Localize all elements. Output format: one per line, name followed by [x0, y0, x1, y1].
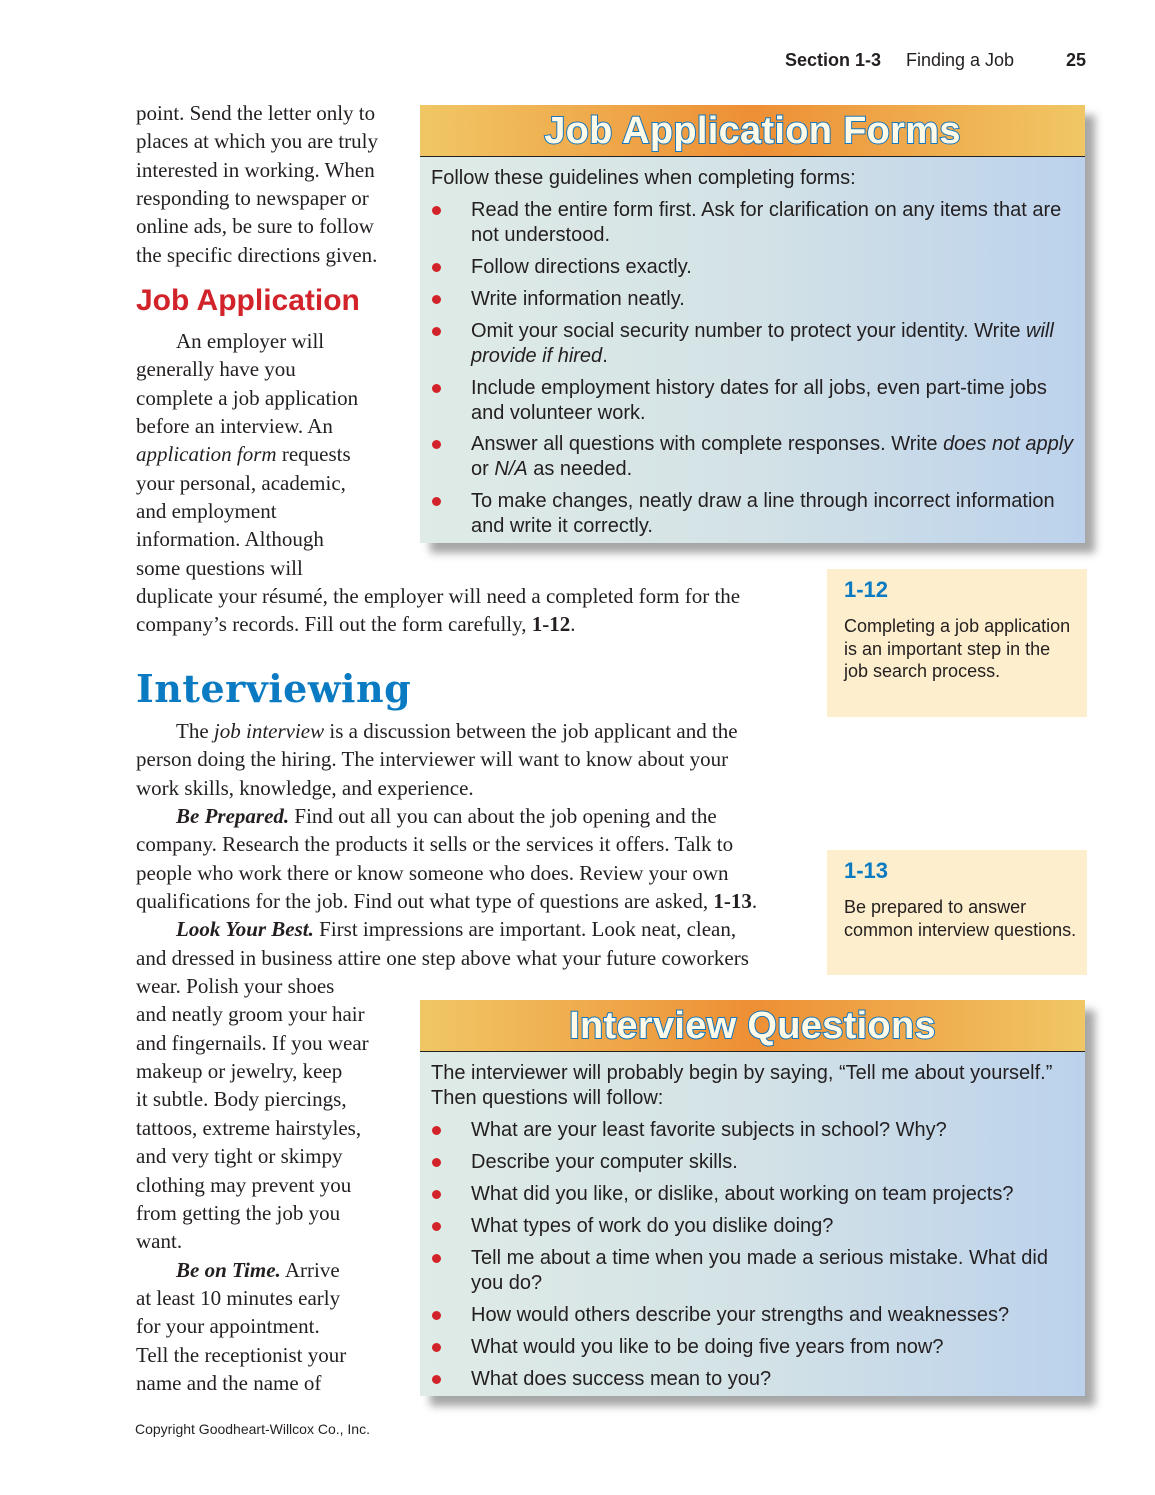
bullet-item [471, 198, 1077, 247]
text-run: and fingernails. If you wear [136, 1030, 369, 1055]
body-text-c [136, 717, 757, 1397]
heading-job-application: Job Application [136, 284, 360, 317]
text-run: people who work there or know someone who does. Review your own [136, 860, 729, 885]
note-text: Be prepared to answer common interview questions. [844, 897, 1077, 940]
text-run: person doing the hiring. The interviewer will want to know about your [136, 747, 729, 772]
text-run: . [602, 344, 608, 367]
text-run: it subtle. Body piercings, [136, 1087, 347, 1112]
text-run: is a discussion between the job applicant and the [324, 719, 738, 743]
text-run: name and the name of [136, 1370, 322, 1395]
text-run: your personal, academic, [136, 470, 346, 495]
text-line [136, 554, 740, 582]
text-run: 1-13 [713, 889, 752, 914]
text-run: Omit your social security number to protect your identity. Write [471, 320, 1027, 342]
text-run: and very tight or skimpy [136, 1144, 343, 1169]
text-run: Read the entire form first. Ask for clarification on any items that are not understood. [471, 199, 1062, 246]
text-run: Be on Time. [176, 1257, 281, 1282]
text-run: from getting the job you [136, 1200, 341, 1225]
text-run: duplicate your résumé, the employer will need a completed form for the [136, 584, 741, 609]
text-line [136, 1085, 757, 1113]
text-run: requests [276, 442, 351, 467]
chapter-title: Finding a Job [906, 50, 1015, 70]
text-run: does not apply [943, 433, 1074, 455]
text-line [136, 1341, 757, 1369]
body-text-b [136, 327, 740, 639]
text-run: What types of work do you dislike doing? [471, 1215, 834, 1237]
text-line [136, 1000, 757, 1028]
text-line [136, 972, 757, 1000]
text-line [136, 184, 378, 212]
text-line [136, 412, 740, 440]
text-line [136, 212, 378, 240]
text-run: application form [136, 442, 277, 467]
text-run: before an interview. An [136, 414, 333, 439]
text-run: as needed. [527, 457, 633, 480]
text-run: Write information neatly. [471, 288, 685, 310]
text-run: for your appointment. [136, 1314, 320, 1339]
page-number: 25 [1066, 50, 1087, 70]
text-run: clothing may prevent you [136, 1172, 352, 1197]
text-line [136, 156, 378, 184]
heading-interviewing: Interviewing [136, 666, 412, 711]
text-run: complete a job application [136, 385, 359, 410]
section-label: Section 1-3 [785, 50, 882, 70]
bullet-icon [432, 295, 441, 304]
text-run: What does success mean to you? [471, 1368, 772, 1390]
text-run: some questions will [136, 555, 303, 580]
text-line [136, 1199, 757, 1227]
text-run: The [176, 719, 214, 743]
text-line [136, 1114, 757, 1142]
text-run: will provide if hired [471, 320, 1054, 367]
text-line [136, 241, 378, 269]
text-run: interested in working. When [136, 157, 375, 182]
text-run: wear. Polish your shoes [136, 974, 335, 999]
note-text: Completing a job application is an important step in the job search process. [844, 616, 1071, 682]
text-line [136, 127, 378, 155]
text-line [136, 1057, 757, 1085]
text-run: 1-12 [531, 612, 571, 637]
figure-number: 1-12 [844, 577, 889, 602]
text-run: Arrive [280, 1257, 340, 1282]
text-line [136, 469, 740, 497]
bullet-icon [432, 206, 441, 215]
text-line [136, 1284, 757, 1312]
text-line [136, 440, 740, 468]
text-line [136, 355, 740, 383]
text-run: What are your least favorite subjects in school? Why? [471, 1119, 947, 1141]
text-line [136, 944, 757, 972]
bullet-item [471, 287, 1077, 312]
text-run: company. Research the products it sells or the services it offers. Talk to [136, 832, 734, 857]
text-line [136, 1256, 757, 1284]
text-run: . [570, 612, 576, 637]
text-run: want. [136, 1229, 183, 1254]
copyright: Copyright Goodheart-Willcox Co., Inc. [135, 1421, 370, 1437]
text-run: places at which you are truly [136, 129, 378, 154]
text-run: responding to newspaper or [136, 186, 369, 211]
text-run: Include employment history dates for all jobs, even part-time jobs and volunteer work. [471, 377, 1047, 424]
text-run: and employment [136, 499, 277, 524]
text-line [136, 1227, 757, 1255]
text-run: To make changes, neatly draw a line through incorrect information and write it correctly. [471, 490, 1055, 537]
margin-note [827, 850, 1087, 975]
bullet-item [471, 255, 1077, 280]
text-line [136, 99, 378, 127]
text-line [136, 1312, 757, 1340]
text-line [136, 1142, 757, 1170]
text-run: Look Your Best. [176, 917, 314, 942]
text-line [136, 830, 757, 858]
text-run: makeup or jewelry, keep [136, 1059, 343, 1084]
text-run: or [471, 457, 495, 480]
box-intro: The interviewer will probably begin by saying, “Tell me about yourself.” Then questions will follow: [431, 1062, 1053, 1109]
bullet-icon [432, 263, 441, 272]
text-run: generally have you [136, 357, 296, 382]
text-line [136, 384, 740, 412]
text-line [136, 327, 740, 355]
text-run: qualifications for the job. Find out what type of questions are asked, [136, 889, 714, 914]
text-run: and dressed in business attire one step above what your future coworkers [136, 945, 749, 970]
text-run: tattoos, extreme hairstyles, [136, 1115, 362, 1140]
text-run: online ads, be sure to follow [136, 214, 374, 239]
text-run: work skills, knowledge, and experience. [136, 775, 474, 800]
text-run: company’s records. Fill out the form carefully, [136, 612, 532, 637]
text-run: . [751, 889, 758, 914]
box-intro: Follow these guidelines when completing forms: [431, 167, 856, 189]
text-line [136, 497, 740, 525]
text-run: First impressions are important. Look neat, clean, [313, 917, 737, 942]
text-run: Tell me about a time when you made a serious mistake. What did you do? [471, 1247, 1048, 1294]
text-run: What did you like, or dislike, about working on team projects? [471, 1183, 1014, 1205]
text-run: at least 10 minutes early [136, 1285, 341, 1310]
text-line [136, 887, 757, 915]
text-line [136, 525, 740, 553]
text-run: What would you like to be doing five years from now? [471, 1336, 944, 1358]
box-title: Interview Questions [569, 1005, 936, 1047]
text-line [136, 859, 757, 887]
text-line [136, 582, 740, 610]
text-run: Describe your computer skills. [471, 1151, 738, 1173]
text-run: Find out all you can about the job opening and the [289, 804, 717, 829]
text-run: Be Prepared. [176, 804, 290, 829]
text-line [136, 802, 757, 830]
text-line [136, 1171, 757, 1199]
text-run: Follow directions exactly. [471, 256, 692, 278]
text-line [136, 610, 740, 638]
text-line [136, 774, 757, 802]
text-run: Answer all questions with complete responses. Write [471, 433, 944, 455]
text-run: Tell the receptionist your [136, 1342, 347, 1367]
text-line [136, 1029, 757, 1057]
text-run: N/A [494, 457, 528, 480]
text-run: the specific directions given. [136, 242, 378, 267]
text-run: point. Send the letter only to [136, 101, 376, 125]
box-title: Job Application Forms [544, 110, 961, 152]
body-text-a [136, 99, 378, 269]
text-run: How would others describe your strengths and weaknesses? [471, 1304, 1010, 1326]
text-line [136, 717, 757, 745]
figure-number: 1-13 [844, 858, 889, 883]
text-line [136, 915, 757, 943]
text-run: job interview [213, 719, 325, 743]
margin-note [827, 569, 1087, 717]
text-run: An employer will [176, 329, 325, 353]
text-run: information. Although [136, 527, 324, 552]
text-line [136, 1369, 757, 1397]
text-line [136, 745, 757, 773]
text-run: and neatly groom your hair [136, 1002, 365, 1027]
